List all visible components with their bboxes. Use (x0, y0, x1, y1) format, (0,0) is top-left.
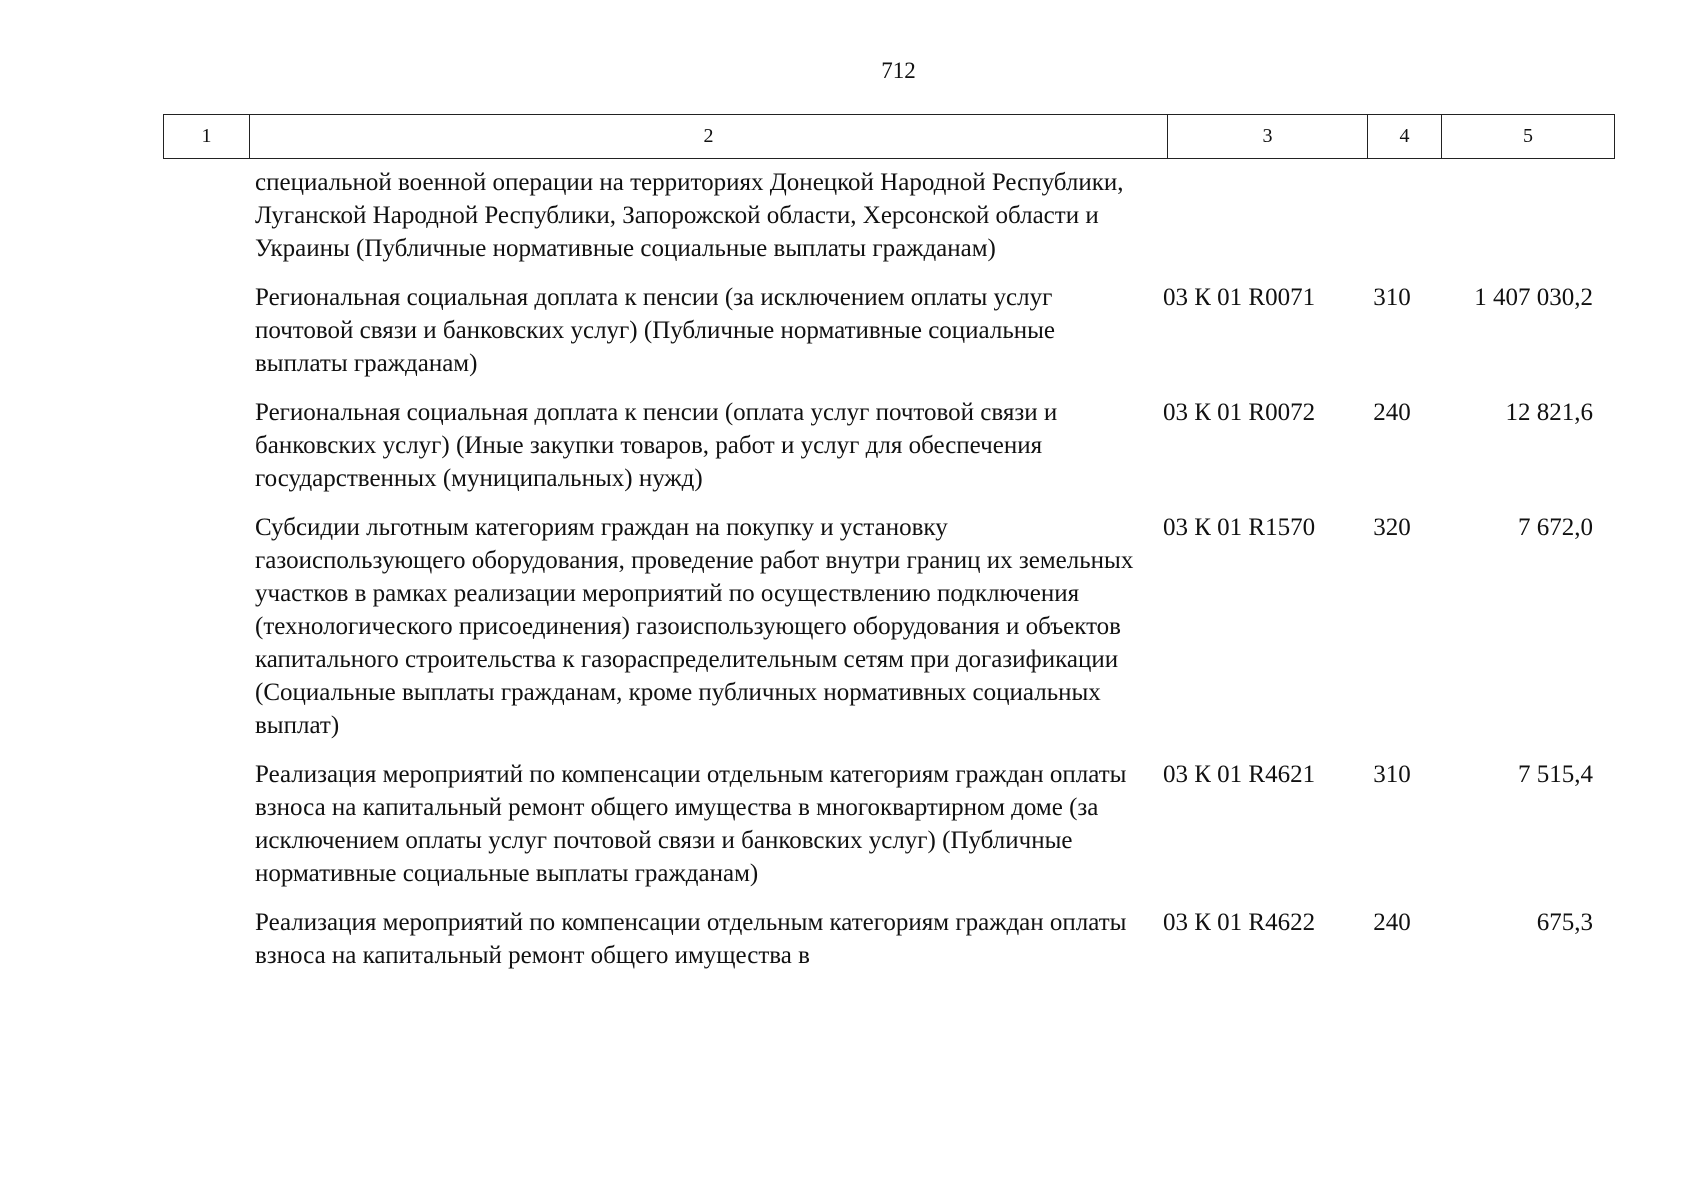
row-index-cell (163, 758, 249, 890)
budget-table-body (163, 166, 1614, 988)
row-target-code (1155, 166, 1355, 265)
row-amount (1429, 166, 1601, 265)
row-description: Региональная социальная доплата к пенсии (за исключением оплаты услуг почтовой связи и банковских услуг) (Публичные нормативные социальные выплаты гражданам) (255, 284, 1056, 377)
column-header-5: 5 (1442, 115, 1615, 159)
column-header-row (164, 115, 1615, 159)
row-target-code: 03 К 01 R0072 (1163, 399, 1316, 426)
row-amount: 12 821,6 (1505, 399, 1593, 426)
row-index-cell (163, 166, 249, 265)
row-target-code: 03 К 01 R0071 (1163, 284, 1316, 311)
row-description: специальной военной операции на территориях Донецкой Народной Республики, Луганской Народной Республики, Запорожской области, Херсонской области и Украины (Публичные нормативные социальные выплаты гражданам) (255, 169, 1124, 262)
row-amount: 675,3 (1536, 909, 1593, 936)
table-row (163, 758, 1614, 890)
row-index-cell (163, 511, 249, 742)
table-row (163, 511, 1614, 742)
row-expense-type (1355, 166, 1429, 265)
column-header-table (163, 114, 1615, 159)
row-description: Субсидии льготным категориям граждан на покупку и установку газоиспользующего оборудования, проведение работ внутри границ их земельных участков в рамках реализации мероприятий по осуществлению подключения (технологического присоединения) газоиспользующего оборудования и объектов капитального строительства к газораспределительным сетям при догазификации (Социальные выплаты гражданам, кроме публичных нормативных социальных выплат) (255, 514, 1134, 739)
row-amount: 7 672,0 (1518, 514, 1593, 541)
table-row (163, 396, 1614, 495)
row-description: Региональная социальная доплата к пенсии (оплата услуг почтовой связи и банковских услуг) (Иные закупки товаров, работ и услуг для обеспечения государственных (муниципальных) нужд) (255, 399, 1058, 492)
row-expense-type: 310 (1373, 761, 1411, 788)
row-expense-type: 320 (1373, 514, 1411, 541)
column-header-2: 2 (250, 115, 1168, 159)
table-row (163, 166, 1614, 265)
column-header-4: 4 (1368, 115, 1442, 159)
row-expense-type: 240 (1373, 399, 1411, 426)
row-expense-type: 240 (1373, 909, 1411, 936)
row-index-cell (163, 906, 249, 972)
row-expense-type: 310 (1373, 284, 1411, 311)
row-target-code: 03 К 01 R4622 (1163, 909, 1316, 936)
page-number: 712 (881, 58, 916, 83)
column-header-3: 3 (1168, 115, 1368, 159)
row-amount: 1 407 030,2 (1474, 284, 1593, 311)
row-target-code: 03 К 01 R1570 (1163, 514, 1316, 541)
row-description: Реализация мероприятий по компенсации отдельным категориям граждан оплаты взноса на капитальный ремонт общего имущества в (255, 909, 1127, 969)
table-row (163, 281, 1614, 380)
row-index-cell (163, 281, 249, 380)
row-target-code: 03 К 01 R4621 (1163, 761, 1316, 788)
row-amount: 7 515,4 (1518, 761, 1593, 788)
row-description: Реализация мероприятий по компенсации отдельным категориям граждан оплаты взноса на капитальный ремонт общего имущества в многоквартирном доме (за исключением оплаты услуг почтовой связи и банковских услуг) (Публичные нормативные социальные выплаты гражданам) (255, 761, 1127, 887)
column-header-1: 1 (164, 115, 250, 159)
row-index-cell (163, 396, 249, 495)
table-row (163, 906, 1614, 972)
